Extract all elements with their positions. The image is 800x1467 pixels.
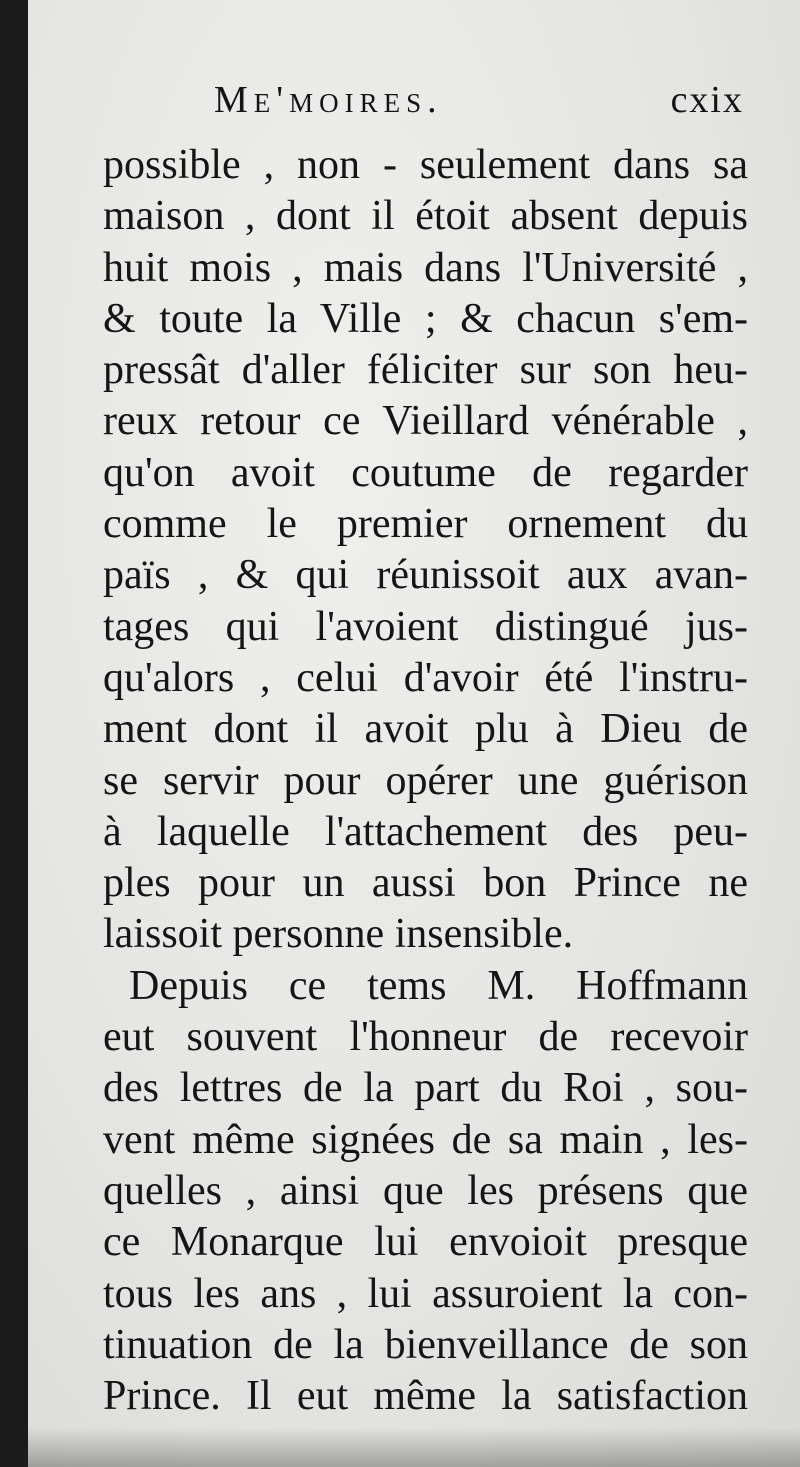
text-line: Depuis ce tems M. Hoffmann [129,962,748,1009]
text-line: Prince. Il eut même la satisfaction [103,1373,748,1420]
text-line: & toute la Ville ; & chacun s'em- [103,295,748,342]
text-line: tous les ans , lui assuroient la con- [103,1270,748,1317]
text-line: païs , & qui réunissoit aux avan- [103,552,748,599]
text-line: laissoit personne insensible. [103,911,574,958]
text-line: reux retour ce Vieillard vénérable , [103,398,748,445]
text-line: eut souvent l'honneur de recevoir [103,1014,748,1061]
text-line: tinuation de la bienveillance de son [103,1321,748,1368]
paragraph-1 [103,140,748,961]
page-number: cxix [670,79,744,121]
text-line: huit mois , mais dans l'Université , [103,244,748,291]
text-line: des lettres de la part du Roi , sou- [103,1065,748,1112]
text-line: vent même signées de sa main , les- [103,1116,748,1163]
text-line: pressât d'aller féliciter sur son heu- [103,347,748,394]
book-page [28,0,800,1467]
text-line: à laquelle l'attachement des peu- [103,808,748,855]
body-text [103,140,748,1422]
text-line: qu'on avoit coutume de regarder [103,449,748,496]
text-line: qu'alors , celui d'avoir été l'instru- [103,654,748,701]
text-line: ples pour un aussi bon Prince ne [103,860,748,907]
page-edge-shadow [28,1427,800,1467]
text-line: tages qui l'avoient distingué jus- [103,603,748,650]
text-line: possible , non - seulement dans sa [103,142,748,188]
running-title: Me'moires. [214,79,443,121]
page-header [214,78,744,128]
paragraph-2 [103,961,748,1423]
text-line: ce Monarque lui envoioit presque [103,1219,748,1266]
text-line: se servir pour opérer une guérison [103,757,748,804]
text-line: quelles , ainsi que les présens que [103,1167,748,1214]
text-line: comme le premier ornement du [103,501,748,548]
text-line: ment dont il avoit plu à Dieu de [103,706,748,753]
text-line: maison , dont il étoit absent depuis [103,193,748,240]
